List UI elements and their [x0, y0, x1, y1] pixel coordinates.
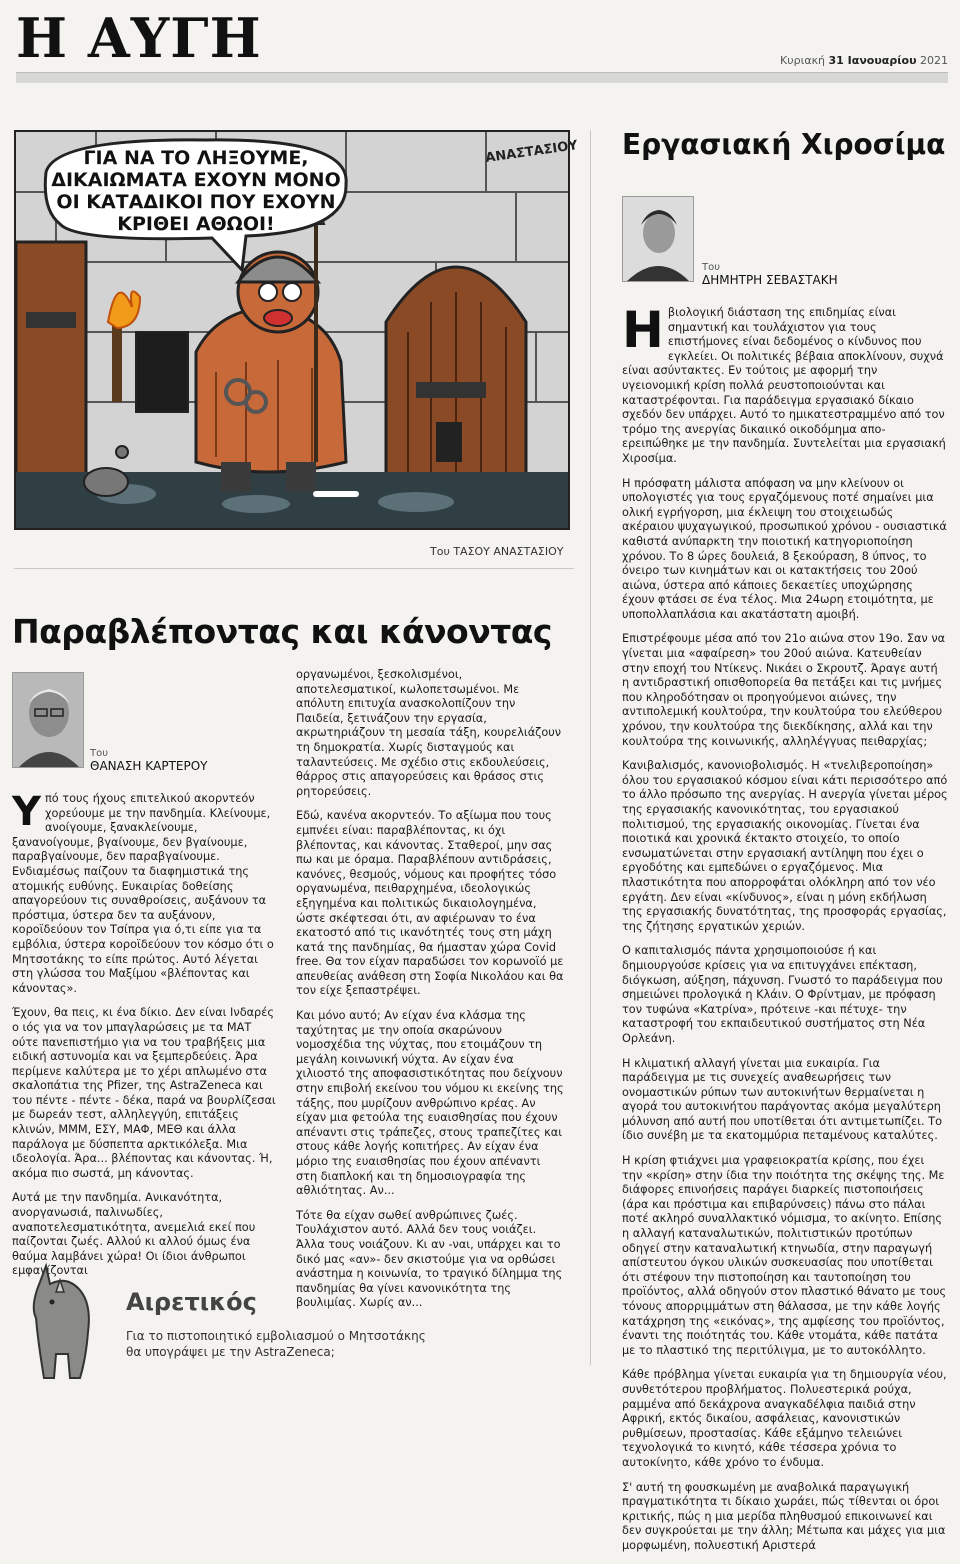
masthead: Η ΑΥΓΗ	[16, 6, 262, 70]
right-article-column	[622, 301, 948, 1564]
paragraph: οργανωμένοι, ξεσκολισμένοι, αποτελεσματικοί, κωλοπετσωμένοι. Με απόλυτη επιτυχία ανασκολοπίζουν την Παιδεία, ξετινάζουν την εργασία, ακρωτηριάζουν τη μεσαία τάξη, κουρελιάζουν τη δημοκρατία. Χωρίς δισταγμούς και ταλαντεύσεις. Με σχέδιο στις εκδουλεύσεις, θάρρος στις απαγορεύσεις και θράσος στις ρητορεύσεις.	[296, 668, 562, 798]
dateline	[780, 54, 948, 67]
paragraph: Κανιβαλισμός, κανονιοβολισμός. Η «τνελιβεροποίηση» όλου του εργασιακού κόσμου είναι κάτι περισσότερο από το άλλο πρόσωπο της ανεργίας. Η ανεργία γίνεται μέρος της εργασιακής κανονικότητας, του εργασιακού πολιτισμού, της εργασιακής οικονομίας. Γίνεται ένα ποιοτικά και χρονικά έκτακτο στοιχείο, το οποίο ενσωματώνεται στην εργασιακή αντίληψη που έχει ο εργοδότης και εμπεδώνει ο εργαζόμενος. Μια πλαστικότητα που απορροφάται ολόκληρη από τον νέο εργάτη. Δεν είναι «κίνδυνος», είναι η μόνη εκδήλωση της εργασιακής δυνατότητας, της προσφοράς εργασίας, της ζήτησης εργατικών χεριών.	[622, 759, 948, 933]
dropcap: Υ	[12, 789, 41, 835]
paragraph: Εδώ, κανένα ακορντεόν. Το αξίωμα που τους εμπνέει είναι: παραβλέποντας, κι όχι βλέποντας, και κάνοντας. Σταθεροί, μην σας πω και με όραμα. Παραβλέπουν αντιδράσεις, κανόνες, θεσμούς, νόμους και προφήτες τόσο οργανωμένα, πειθαρχημένα, ιδεολογικώς εξηγημένα και πολιτικώς δικαιολογημένα, ώστε σκέφτεσαι ότι, αν αφιέρωναν το ένα εκατοστό από τις ικανότητές τους στη μάχη κατά της πανδημίας, θα ήμασταν χώρα Covid free. Θα τον είχαν παραδώσει τον κορωνοϊό με απευθείας ανάθεση στη Σοφία Νικολάου και θα τον είχε ξεπαστρέψει.	[296, 809, 564, 998]
left-article-headline: Παραβλέποντας και κάνοντας	[12, 612, 552, 651]
paragraph: Σ' αυτή τη φουσκωμένη με αναβολικά παραγωγική πραγματικότητα τι δίκαιο χωράει, πώς τίθενται οι όροι κριτικής, πώς η μια μερίδα πληθυσμού επικοινωνεί και δεν συγκρούεται με την άλλη; Μέτωπα και μάχες για μια μορφωμένη, πολυεστική Αριστερά	[622, 1480, 946, 1552]
paragraph: Αυτά με την πανδημία. Ανικανότητα, ανοργανωσιά, παλινωδίες, αναποτελεσματικότητα, ανεμελιά εκεί που παίζονται ζωές. Αλλού κι αλλού όμως ένα θαύμα λαμβάνει χώρα! Οι ίδιοι άνθρωποι εμφανίζονται	[12, 1191, 256, 1278]
byline-prefix: Του	[90, 748, 109, 759]
left-article-column-1	[12, 789, 280, 1289]
paragraph: Η πρόσφατη μάλιστα απόφαση να μην κλείνουν οι υπολογιστές για τους εργαζόμενους ποτέ σημαίνει μια ολική εγρήγορση, μια έκλειψη του στοιχειωδώς ακέραιου ψυχαγωγικού, προσωπικού χρόνου - ουσιαστικά καθιστά ανύπαρκτη την ποιοτική κατηγοριοποίηση χρόνου. Το 8 ώρες δουλειά, 8 ξεκούραση, 8 ύπνος, το όνειρο των κινημάτων και οι κατακτήσεις του 20ού αιώνα, ύστερα από κάποιες δεκαετίες υποχώρησης έχουν φτάσει σε ένα τέλος. Μια 24ωρη ετοιμότητα, με υποπολλαπλάσια και ακατάστατη αμοιβή.	[622, 476, 947, 621]
cartoon	[14, 130, 579, 530]
paragraph: Ηβιολογική διάσταση της επιδημίας είναι σημαντική και τουλάχιστον για τους επιστήμονες είναι δεδομένος ο κίνδυνος που εγκλείει. Οι πολιτικές βέβαια αποκλίνουν, συχνά είναι ασύντακτες. Εν τούτοις με αφορμή την υγειονομική κρίση πολλά ρευστοποιούνται και καταστρέφονται. Για παράδειγμα εργασιακό δίκαιο σχεδόν δεν υπάρχει. Αυτό το ημικατεστραμμένο από τον τρόμο της ανεργίας δικαιικό οικοδόμημα απο-ερειπώθηκε με την πανδημία. Συντελείται μια εργασιακή Χιροσίμα.	[622, 301, 946, 465]
cartoon-credit-name: ΤΑΣΟΥ ΑΝΑΣΤΑΣΙΟΥ	[453, 545, 564, 558]
paragraph: Κάθε πρόβλημα γίνεται ευκαιρία για τη δημιουργία νέου, συνθετότερου προβλήματος. Πολυεστερικά ρούχα, ραμμένα από δεκάχρονα αναγκαδέλφια παιδιά στην Αφρική, εκτός δικαίου, ασφάλειας, κανονιστικών ρυθμίσεων, προστασίας. Κάθε εξάμηνο τελειώνει τεχνολογικά το κινητό, κάθε τέσσερα χρόνια το αυτοκίνητο, κάθε χρόνο το ένδυμα.	[622, 1368, 947, 1469]
section-rule	[14, 568, 574, 569]
paragraph: Επιστρέφουμε μέσα από τον 21ο αιώνα στον 19ο. Σαν να γίνεται μια «αφαίρεση» του 20ού αιώνα. Κατευθείαν στην εποχή του Ντίκενς. Νικάει ο Σκρουτζ. Άραγε αυτή η αντιδραστική οπισθοπορεία θα πετάξει και τις μνήμες που κληροδότησαν οι προηγούμενοι αιώνες, την αντιπολεμική κουλτούρα, την κουλτούρα του ελεύθερου χρόνου, την κουλτούρα της διεκδίκησης, αλλά και την κουλτούρα της κοινωνικής, αλληλέγγυας πειθαρχίας;	[622, 632, 946, 748]
paragraph: Η κλιματική αλλαγή γίνεται μια ευκαιρία. Για παράδειγμα με τις συνεχείς αναθεωρήσεις των ονομαστικών ρύπων των αυτοκινήτων θερμαίνεται η αγορά του αυτοκινήτου παράγοντας ακόμα μεγαλύτερη μόλυνση από αυτή που υποτίθεται ότι αντιμετωπίζει. Το ίδιο συνέβη με τα εκατομμύρια πεταμένους καταλύτες.	[622, 1056, 942, 1143]
paragraph: Η κρίση φτιάχνει μια γραφειοκρατία κρίσης, που έχει την «κρίση» στην ίδια την ποιότητα της σκέψης της. Με διάφορες επινοήσεις παράγει διαρκείς πιστοποιήσεις (άρα και πρόστιμα και επιβαρύνσεις) πάνω στο πάλαι ποτέ ακληρό συναλλακτικό νόμισμα, το ακίνητο. Επίσης η αλλαγή καταναλωτικών, πολιτιστικών προτύπων οδηγεί στην καταναλωτική κτηνωδία, στην παραγωγή απίστευτου όγκου υλικών συσκευασίας που υποτίθεται ότι στέφουν την πιστοποίηση και ταυτοποίηση του προϊόντος, αλλά οδηγούν στον πλαστικό θάνατο με τους τόνους απορριμμάτων στη θάλασσα, με την κάθε λογής κατάχρηση της «εικόνας», της αμφίεσης του προϊόντος, έναντι της ποιότητάς του. Κάθε ντομάτα, κάθε πατάτα με το πλαστικό της περιτύλιγμα, με το αυτοκόλλητο.	[622, 1154, 947, 1357]
author-photo-karterou	[12, 672, 84, 768]
left-article-byline	[90, 748, 208, 773]
byline-prefix: Του	[702, 262, 721, 273]
bubble-line-4: ΚΡΙΘΕΙ ΑΘΩΟΙ!	[117, 213, 275, 235]
date-year: 2021	[920, 54, 948, 67]
cartoon-drawing	[16, 132, 579, 528]
paragraph: Τότε θα είχαν σωθεί ανθρώπινες ζωές. Τουλάχιστον αυτό. Αλλά δεν τους νοιάζει. Άλλα τους νοιάζουν. Κι αν -ναι, υπάρχει και το δικό μας «αν»- δεν σκιστούμε για να ορθώσει ανάστημα η κοινωνία, το τραγικό δίλημμα της πανδημίας θα γίνει κανονικότητα της βουλιμίας. Χωρίς αν...	[296, 1208, 563, 1310]
cartoon-credit-prefix: Του	[430, 545, 450, 558]
cartoon-credit	[430, 545, 563, 558]
right-article-byline	[702, 262, 838, 287]
byline-name: ΘΑΝΑΣΗ ΚΑΡΤΕΡΟΥ	[90, 759, 208, 773]
author-photo-sevastaki	[622, 196, 694, 282]
paragraph: Ο καπιταλισμός πάντα χρησιμοποιούσε ή και δημιουργούσε κρίσεις για να επιτυγχάνει επέκταση, διόγκωση, αύξηση, πάχυνση. Γνωστό το παράδειγμα που σημειώνει προλογικά η Κλάιν. Ο Φρίντμαν, με πρόφαση τον τυφώνα «Κατρίνα», πρότεινε -και πέτυχε- την καταστροφή του εκπαιδευτικού συστήματος στη Νέα Ορλεάνη.	[622, 944, 943, 1045]
paragraph: Έχουν, θα πεις, κι ένα δίκιο. Δεν είναι Ινδαρές ο ιός για να τον μπαγλαρώσεις με τα ΜΑΤ ούτε πανεπιστήμιο για να του τραβήξεις μια ειδική αστυνομία και να ξεμπερδεύεις. Άρα περίμενε καλύτερα με το χέρι απλωμένο στα σκαλοπάτια της Pfizer, της AstraZeneca και του πέντε - πέντε - δέκα, παρά να βουρλίζεσαι με δωρεάν τεστ, αλληλεγγύη, επιτάξεις κλινών, ΜΜΜ, ΕΣΥ, ΜΑΦ, ΜΕΘ και άλλα παράλογα με δύσπεπτα αρκτικόλεξα. Μια ιδεολογία. Άρα... βλέποντας και κάνοντας. Ή, ακόμα πιο σωστά, μη κάνοντας.	[12, 1006, 276, 1180]
date-day: Κυριακή	[780, 54, 826, 67]
cartoon-signature: ΑΝΑΣΤΑΣΙΟΥ	[484, 138, 579, 166]
paragraph: Και μόνο αυτό; Αν είχαν ένα κλάσμα της ταχύτητας με την οποία σκαρώνουν νομοσχέδια της νύχτας, που ετοιμάζουν τη μεγάλη κοινωνική νύχτα. Αν είχαν ένα χιλιοστό της αποφασιστικότητας που δείχνουν στην επιβολή εκείνου του νόμου κι εκείνης της τάξης, που μυρίζουν ανθρώπινο κρέας. Αν είχαν μια φετούλα της ευαισθησίας που έχουν απέναντι στις τράπεζες, στους τραπεζίτες και στους κάθε λογής κοπιτήρες. Αν είχαν ένα μόριο της ευαισθησίας που έχουν απέναντι στη διαπλοκή και τη δημοσιογραφία της αθλιότητας. Αν...	[296, 1009, 564, 1198]
bubble-line-2: ΔΙΚΑΙΩΜΑΤΑ ΕΧΟΥΝ ΜΟΝΟ	[51, 169, 341, 191]
right-article-headline: Εργασιακή Χιροσίμα	[622, 128, 946, 161]
dropcap: Η	[622, 301, 664, 359]
date-main: 31 Ιανουαρίου	[828, 54, 917, 67]
bubble-line-1: ΓΙΑ ΝΑ ΤΟ ΛΗΞΟΥΜΕ,	[83, 147, 309, 169]
bubble-line-3: ΟΙ ΚΑΤΑΔΙΚΟΙ ΠΟΥ ΕΧΟΥΝ	[56, 191, 336, 213]
byline-name: ΔΗΜΗΤΡΗ ΣΕΒΑΣΤΑΚΗ	[702, 273, 838, 287]
aireticos-title: Αιρετικός	[126, 1288, 257, 1316]
left-article-column-2	[296, 668, 564, 1321]
column-divider	[590, 130, 591, 1365]
header-rule	[16, 72, 948, 83]
paragraph: Υπό τους ήχους επιτελικού ακορντεόν χορεύουμε με την πανδημία. Κλείνουμε, ανοίγουμε, ξανακλείνουμε, ξανανοίγουμε, βγαίνουμε, δεν βγαίνουμε, παραβγαίνουμε, δεν παραβγαίνουμε. Ενδιαμέσως παίζουν τα διαφημιστικά της ατομικής ευθύνης. Ευκαιρίας δοθείσης απαγορεύουν τις συναθροίσεις, αυξάνουν τα πρόστιμα, ύστερα δεν τα αυξάνουν, κοροϊδεύουν τον Τσίπρα για ό,τι είπε για τα εμβόλια, ύστερα κοροϊδεύουν τον κόσμο ότι ο Μητσοτάκης το είπε πρώτος. Αυτό λέγεται στη γλώσσα του Μαξίμου «βλέποντας και κάνοντας».	[12, 789, 274, 995]
rhino-icon	[22, 1262, 100, 1380]
aireticos-text: Για το πιστοποιητικό εμβολιασμού ο Μητσοτάκης θα υπογράψει με την AstraZeneca;	[126, 1329, 426, 1359]
